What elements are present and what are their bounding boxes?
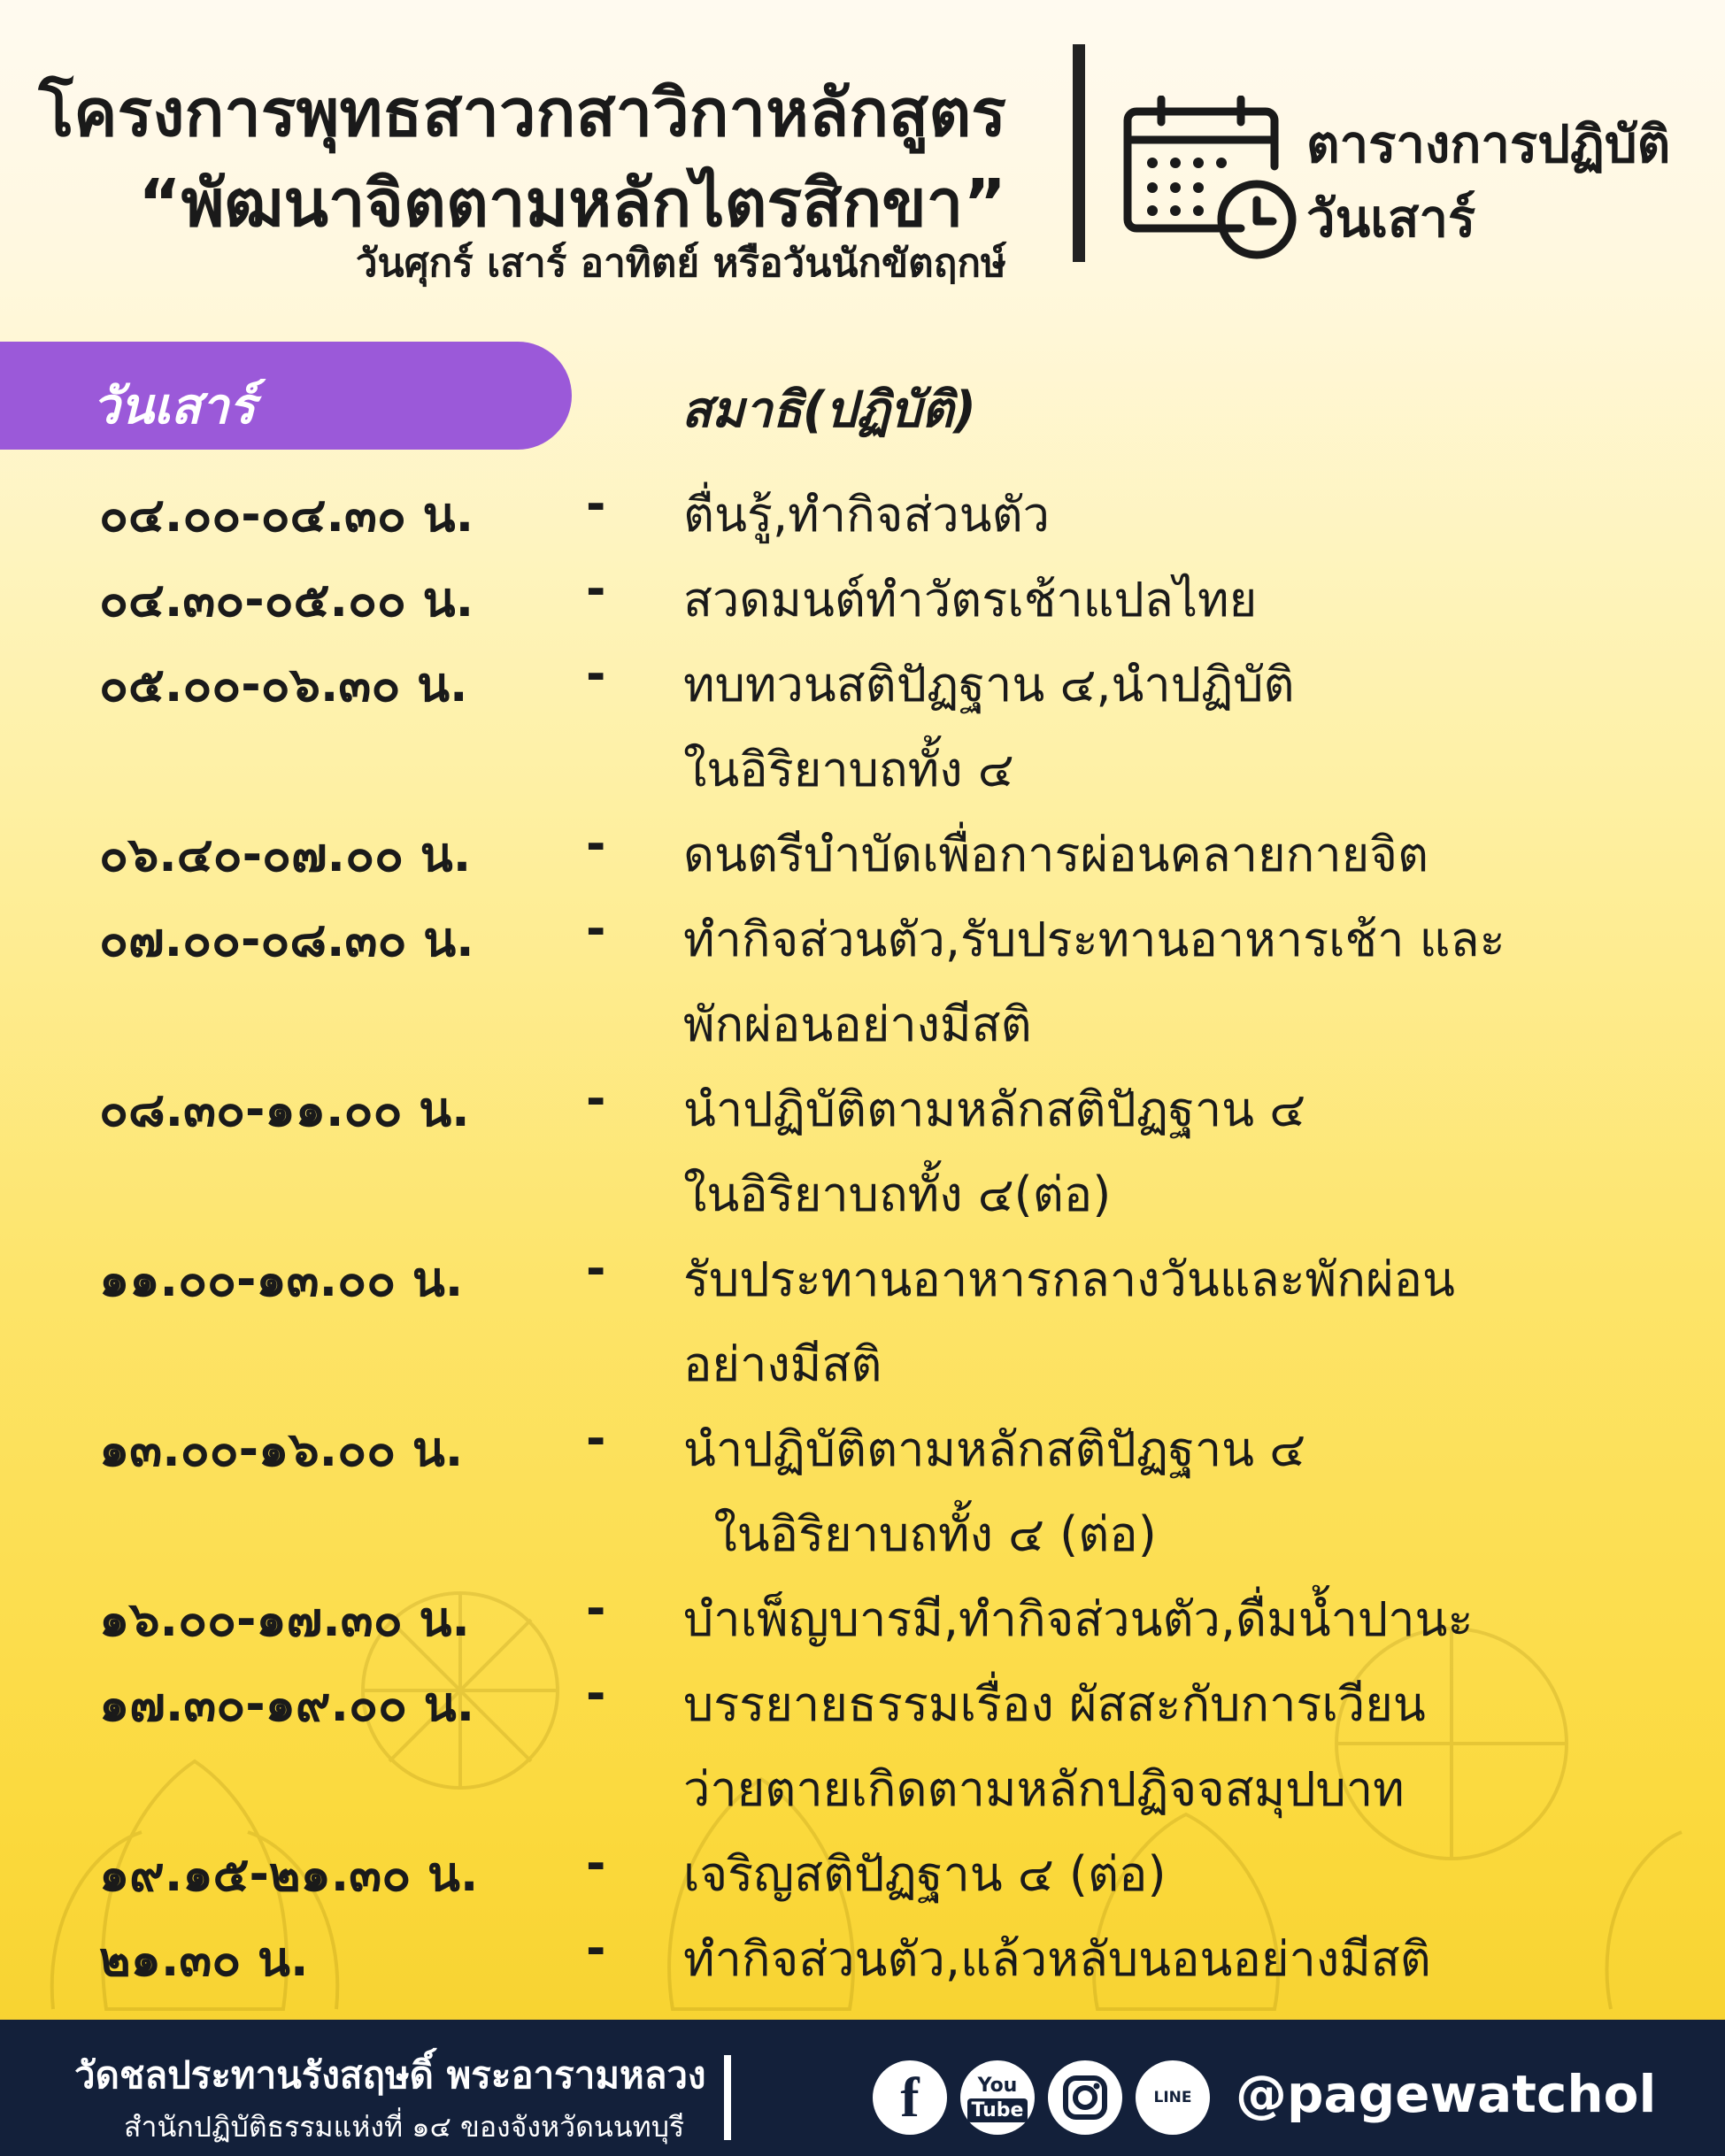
schedule-time: ๒๑.๓๐ น. [99,1931,309,1987]
schedule-dash: - [586,1666,606,1721]
temple-subtitle: สำนักปฏิบัติธรรมแห่งที่ ๑๔ ของจังหวัดนนทบุรี [124,2110,685,2144]
schedule-time: ๐๕.๐๐-๐๖.๓๐ น. [99,657,468,712]
schedule-dash: - [586,901,606,957]
schedule-activity: นำปฏิบัติตามหลักสติปัฏฐาน ๔ [683,1082,1306,1137]
schedule-dash: - [586,476,606,532]
schedule-time: ๑๓.๐๐-๑๖.๐๐ น. [99,1421,464,1477]
schedule-time: ๐๖.๔๐-๐๗.๐๐ น. [99,827,472,882]
program-title: โครงการพุทธสาวกสาวิกาหลักสูตร [38,75,1006,151]
schedule-dash: - [586,1921,606,1976]
youtube-icon[interactable] [960,2060,1035,2135]
schedule-activity: บรรยายธรรมเรื่อง ผัสสะกับการเวียน [683,1676,1426,1732]
schedule-activity: ในอิริยาบถทั้ง ๔ (ต่อ) [683,1506,1157,1562]
schedule-activity: พักผ่อนอย่างมีสติ [683,997,1032,1052]
header-divider [1073,44,1085,262]
schedule-time: ๑๑.๐๐-๑๓.๐๐ น. [99,1251,464,1307]
schedule-activity: นำปฏิบัติตามหลักสติปัฏฐาน ๔ [683,1421,1306,1477]
program-days: วันศุกร์ เสาร์ อาทิตย์ หรือวันนักขัตฤกษ์ [355,241,1006,286]
schedule-activity: ทำกิจส่วนตัว,รับประทานอาหารเช้า และ [683,912,1506,967]
schedule-time: ๑๖.๐๐-๑๗.๓๐ น. [99,1591,470,1647]
schedule-time: ๑๗.๓๐-๑๙.๐๐ น. [99,1676,475,1732]
instagram-icon[interactable] [1048,2060,1122,2135]
calendar-clock-icon [1117,96,1303,264]
schedule-activity: บำเพ็ญบารมี,ทำกิจส่วนตัว,ดื่มน้ำปานะ [683,1591,1474,1647]
schedule-activity: ในอิริยาบถทั้ง ๔(ต่อ) [683,1167,1112,1222]
schedule-activity: สวดมนต์ทำวัตรเช้าแปลไทย [683,572,1258,628]
youtube-icon-text-top: You [977,2075,1018,2097]
line-icon[interactable]: LINE [1136,2060,1210,2135]
column-heading: สมาธิ(ปฏิบัติ) [682,381,976,439]
schedule-time: ๐๔.๐๐-๐๔.๓๐ น. [99,487,474,543]
schedule-dash: - [586,1071,606,1127]
schedule-activity: ทำกิจส่วนตัว,แล้วหลับนอนอย่างมีสติ [683,1931,1431,1987]
schedule-activity: ดนตรีบำบัดเพื่อการผ่อนคลายกายจิต [683,827,1429,882]
social-handle[interactable]: @pagewatchol [1236,2064,1657,2124]
youtube-icon-text-bottom: Tube [967,2098,1028,2122]
schedule-dash: - [586,1241,606,1297]
schedule-heading: ตารางการปฏิบัติ [1306,114,1671,174]
day-tab-label: วันเสาร์ [92,378,256,435]
schedule-dash: - [586,1411,606,1467]
schedule-time: ๐๔.๓๐-๐๕.๐๐ น. [99,572,474,628]
schedule-dash: - [586,561,606,617]
schedule-activity: อย่างมีสติ [683,1336,882,1392]
program-subtitle: “พัฒนาจิตตามหลักไตรสิกขา” [138,166,1006,242]
schedule-dash: - [586,1581,606,1636]
schedule-dash: - [586,1836,606,1891]
schedule-activity: ตื่นรู้,ทำกิจส่วนตัว [683,487,1050,543]
schedule-dash: - [586,646,606,702]
schedule-activity: ทบทวนสติปัฏฐาน ๔,นำปฏิบัติ [683,657,1295,712]
schedule-time: ๐๘.๓๐-๑๑.๐๐ น. [99,1082,470,1137]
schedule-time: ๑๙.๑๕-๒๑.๓๐ น. [99,1846,479,1902]
temple-name: วัดชลประทานรังสฤษดิ์ พระอารามหลวง [74,2053,706,2097]
schedule-day: วันเสาร์ [1306,189,1476,249]
schedule-time: ๐๗.๐๐-๐๘.๓๐ น. [99,912,474,967]
facebook-icon[interactable]: f [873,2060,947,2135]
instagram-glyph [1048,2060,1122,2135]
schedule-activity: ในอิริยาบถทั้ง ๔ [683,742,1014,797]
footer-divider [724,2055,731,2140]
day-tab [0,342,572,450]
schedule-activity: เจริญสติปัฏฐาน ๔ (ต่อ) [683,1846,1167,1902]
schedule-dash: - [586,816,606,872]
schedule-activity: รับประทานอาหารกลางวันและพักผ่อน [683,1251,1455,1307]
schedule-activity: ว่ายตายเกิดตามหลักปฏิจจสมุปบาท [683,1761,1405,1817]
